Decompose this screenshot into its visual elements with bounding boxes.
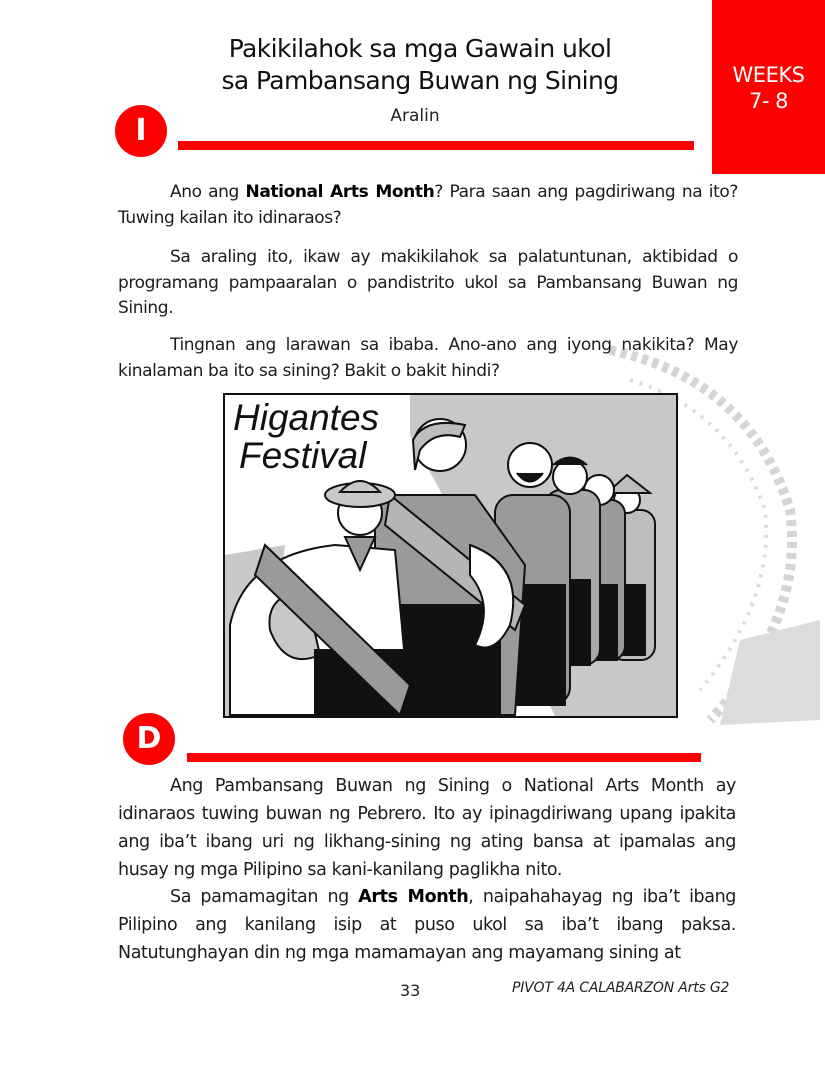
text-run: , naipahahayag ng iba’t ibang Pilipino ang kanilang isip at puso ukol sa iba’t ibang paksa. Natutunghayan din ng mga mamamayan ang mayamang sining at (118, 887, 736, 963)
discussion-paragraph-1 (118, 772, 736, 884)
section-d-badge: D (123, 713, 175, 765)
page-title-line-1: Pakikilahok sa mga Gawain ukol (228, 34, 612, 63)
text-run: ? Para saan ang pagdiriwang na ito? Tuwing kailan ito idinaraos? (118, 182, 738, 228)
text-run: Ano ang (170, 182, 246, 202)
page-number: 33 (400, 981, 421, 1000)
higantes-festival-illustration (223, 393, 678, 718)
figure-caption-line-1: Higantes (233, 397, 380, 438)
section-d-divider (187, 753, 701, 762)
weeks-tab (712, 0, 825, 174)
page-title-line-2: sa Pambansang Buwan ng Sining (221, 66, 619, 95)
section-subtitle: Aralin (390, 106, 440, 126)
footer-reference: PIVOT 4A CALABARZON Arts G2 (512, 980, 730, 996)
section-i-badge: I (115, 105, 167, 157)
text-run: Sa araling ito, ikaw ay makikilahok sa palatuntunan, aktibidad o programang pampaaralan o pandistrito ukol sa Pambansang Buwan ng Sining. (118, 247, 738, 318)
weeks-range: 7- 8 (749, 89, 788, 113)
page-title (180, 33, 660, 97)
text-run: Ang Pambansang Buwan ng Sining o National Arts Month ay idinaraos tuwing buwan ng Pebrero. Ito ay ipinagdiriwang upang ipakita ang iba’t ibang uri ng likhang-sining ng ating bansa at ipamalas ang husay ng mga Pilipino sa kani-kanilang paglikha nito. (118, 776, 736, 880)
figure-caption-line-2: Festival (239, 435, 367, 476)
weeks-label: WEEKS (732, 63, 805, 87)
intro-paragraph-2 (118, 245, 738, 322)
emphasis-arts-month: Arts Month (358, 887, 469, 907)
emphasis-national-arts-month: National Arts Month (245, 182, 435, 202)
discussion-paragraph-2 (118, 883, 736, 967)
section-i-divider (178, 141, 694, 150)
text-run: Sa pamamagitan ng (170, 887, 359, 907)
figure-caption (233, 399, 379, 475)
text-run: Tingnan ang larawan sa ibaba. Ano-ano ang iyong nakikita? May kinalaman ba ito sa sining? Bakit o bakit hindi? (118, 335, 738, 381)
intro-paragraph-1 (118, 180, 738, 231)
